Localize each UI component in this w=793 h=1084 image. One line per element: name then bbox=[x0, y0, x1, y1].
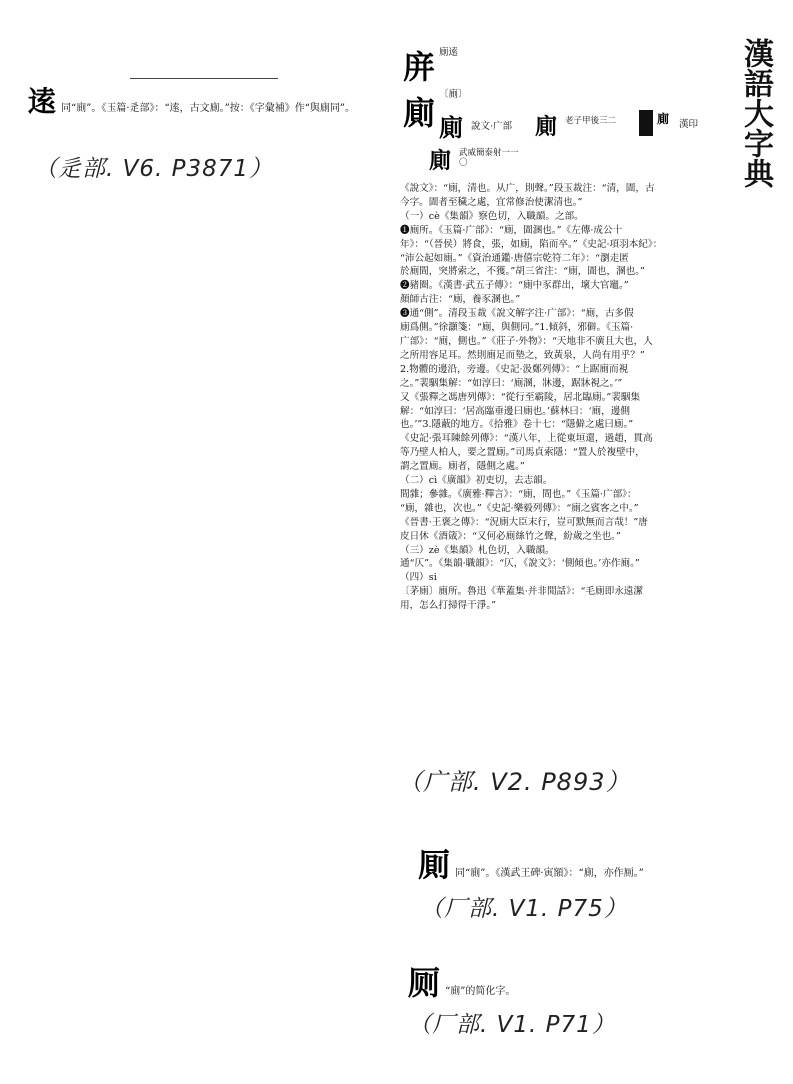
entry-2-line: 〔茅廁〕廁所。魯迅《華蓋集·并非閒話》：“毛廁即永遠潔 bbox=[400, 586, 643, 598]
variant-glyph-1: 廁 bbox=[439, 113, 463, 142]
decorative-line bbox=[130, 78, 278, 79]
entry-2-line: （三）zè《集韻》札色切，入職韻。 bbox=[400, 544, 555, 556]
entry-2-head1-note: 廁逺 bbox=[439, 47, 459, 58]
variant-source-3: 漢印 bbox=[679, 119, 699, 130]
entry-3 bbox=[418, 840, 748, 886]
entry-2-line: “廁，雜也，次也。”《史記·樂毅列傳》：“廁之賓客之中。” bbox=[400, 502, 639, 514]
entry-1-note: （辵部. V6. P3871） bbox=[34, 156, 274, 182]
entry-1-text: 同“廁”。《玉篇·辵部》：“逺，古文廁。”按：《字彙補》作“與廁同”。 bbox=[61, 103, 355, 114]
entry-2-line: （二）cì《廣韻》初吏切，去志韻。 bbox=[400, 475, 553, 487]
variant-source-1: 說文·广部 bbox=[471, 121, 513, 132]
entry-2-line: 謂之置廁。廁者，隱側之處。” bbox=[400, 461, 525, 473]
entry-2-line: 广部》：“廁，側也。”《莊子·外物》：“天地非不廣且大也，人 bbox=[400, 335, 653, 347]
dictionary-title-text: 漢語大字典 bbox=[738, 38, 773, 188]
dictionary-title bbox=[730, 38, 780, 199]
entry-2-line: 皮日休《酒箴》：“又何必廁絲竹之聲，紛歲之坐也。” bbox=[400, 530, 621, 542]
entry-3-headchar: 厠 bbox=[418, 846, 451, 884]
entry-2-line: 又《張釋之馮唐列傳》：“從行至霸陵，居北臨廁。”裴駰集 bbox=[400, 391, 641, 403]
variant-glyph-2: 廁 bbox=[535, 114, 558, 140]
entry-4-headchar: 厕 bbox=[408, 964, 441, 1002]
entry-2-line: 也。’”3.隱蔽的地方。《拾雅》卷十七：“隱僻之處曰廁。” bbox=[400, 419, 634, 431]
entry-2-line: 通“仄”。《集韻·職韻》：“仄，《說文》：‘側傾也。’亦作廁。” bbox=[400, 558, 640, 570]
entry-2-header bbox=[395, 40, 725, 180]
entry-1-headchar: 逺 bbox=[28, 85, 57, 118]
entry-4-note: （厂部. V1. P71） bbox=[408, 1012, 616, 1038]
seal-image bbox=[639, 110, 653, 136]
entry-2-line: （一）cè《集韻》察色切，入職韻。之部。 bbox=[400, 210, 584, 222]
entry-2-line: 顏師古注：“廁，養豕溷也。” bbox=[400, 294, 521, 306]
entry-2-line: 年》：“（晉侯）將食，張，如廁，陷而卒。”《史記·項羽本紀》： bbox=[400, 238, 663, 250]
entry-1 bbox=[28, 80, 388, 120]
variant-source-4: 武威簡泰射一一〇 bbox=[459, 148, 519, 168]
entry-2-line: 於廁間，突將索之，不獲。”胡三省注：“廁，圊也，溷也。” bbox=[400, 266, 645, 278]
entry-2-note: （广部. V2. P893） bbox=[398, 768, 631, 796]
entry-2-line: ❶廁所。《玉篇·广部》：“廁，圊溷也。”《左傳·成公十 bbox=[400, 224, 623, 236]
entry-4-text: “廁”的简化字。 bbox=[445, 986, 516, 997]
entry-2-line: 《說文》：“廁，清也。从广，則聲。”段玉裁注：“清，圊，古 bbox=[400, 183, 655, 194]
entry-3-text: 同“廁”。《漢武王碑·寅額》：“廁，亦作厠。” bbox=[455, 868, 644, 879]
entry-2-line: 《史記·張耳陳餘列傳》：“漢八年，上從東垣還，過趙，貫高 bbox=[400, 433, 653, 445]
entry-2-line: ❷豬圈。《漢書·武五子傳》：“廁中豕群出，壞大官竈。” bbox=[400, 280, 629, 292]
variant-glyph-3: 廁 bbox=[657, 112, 670, 126]
entry-2-headchar-1: 庰 bbox=[403, 48, 436, 86]
entry-2-line: 解：“如淳曰：‘居高臨垂邊曰廁也。’蘇林曰：‘廁，邊側 bbox=[400, 405, 630, 417]
entry-2-line: 之所用容足耳。然則廁足而墊之，致黃泉，人尚有用乎？” bbox=[400, 349, 645, 361]
entry-2-line: “沛公起如廁。”《資治通鑑·唐僖宗乾符二年》：“瀏走匿 bbox=[400, 252, 629, 264]
entry-3-note: （厂部. V1. P75） bbox=[420, 896, 628, 922]
entry-2-line: （四）si bbox=[400, 572, 437, 584]
entry-2-line: 廁爲側。”徐灝箋：“廁，與側同。”1.傾斜，邪僻。《玉篇· bbox=[400, 322, 634, 334]
entry-2-line: 之。”裴駰集解：“如淳曰：‘廁溷，牀邊，踞牀視之。’” bbox=[400, 377, 623, 389]
entry-2-line: 今字。圊者至穢之處，宜常修治使潔清也。” bbox=[400, 196, 583, 208]
entry-2-line: 等乃壁人柏人，要之置廁。”司馬貞索隱：“置人於複壁中， bbox=[400, 447, 645, 459]
variant-source-2: 老子甲後三二 bbox=[565, 116, 617, 126]
entry-2-line: 用，怎么打掃得干淨。” bbox=[400, 600, 497, 612]
entry-2-bracket: 〔廁〕 bbox=[439, 89, 468, 100]
variant-glyph-4: 廁 bbox=[429, 148, 452, 174]
entry-2-line: ❸通“側”。清段玉裁《說文解字注·广部》：“廁，古多假 bbox=[400, 308, 634, 320]
entry-4 bbox=[408, 958, 738, 1004]
entry-2-headchar-2: 廁 bbox=[403, 94, 436, 132]
entry-2-line: 間雜；參雜。《廣雅·釋言》：“廁，間也。”《玉篇·广部》： bbox=[400, 488, 637, 500]
entry-2-body bbox=[400, 182, 730, 613]
entry-2-line: 《晉書·王褒之傳》：“況廁大臣末行，豈可默無而言哉！”唐 bbox=[400, 516, 648, 528]
entry-2-line: 2.物體的邊沿，旁邊。《史記·汲鄭列傳》：“上踞廁而視 bbox=[400, 363, 629, 375]
